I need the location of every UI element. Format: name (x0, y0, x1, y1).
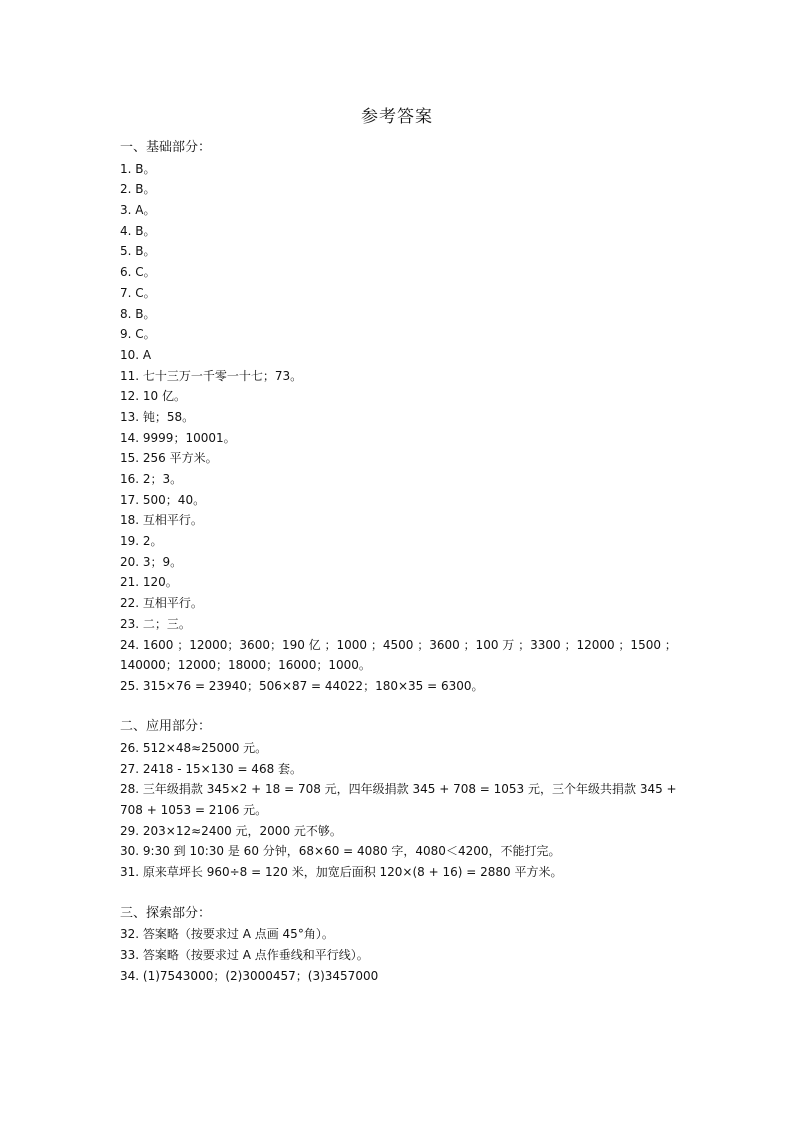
answer-item: 27. 2418 - 15×130 = 468 套。 (120, 761, 303, 776)
answer-item: 15. 256 平方米。 (120, 451, 218, 466)
answer-item: 9. C。 (120, 327, 156, 342)
answer-item: 17. 500；40。 (120, 492, 206, 507)
answer-item: 29. 203×12≈2400 元，2000 元不够。 (120, 823, 342, 838)
answer-item: 21. 120。 (120, 575, 178, 590)
answer-item: 32. 答案略（按要求过 A 点画 45°角）。 (120, 927, 334, 942)
section-heading-basic: 一、基础部分： (120, 140, 212, 155)
answer-item: 25. 315×76 = 23940；506×87 = 44022；180×35 = 6300。 (120, 678, 484, 693)
answer-item: 28. 三年级捐款 345×2 + 18 = 708 元，四年级捐款 345 + 708 = 1053 元，三个年级共捐款 345 + 708 + 1053 = 2106 元。 (120, 782, 677, 818)
answer-item: 12. 10 亿。 (120, 389, 186, 404)
answer-item: 33. 答案略（按要求过 A 点作垂线和平行线）。 (120, 947, 369, 962)
answer-item: 34. (1)7543000；(2)3000457；(3)3457000 (120, 968, 379, 983)
answer-item: 30. 9:30 到 10:30 是 60 分钟，68×60 = 4080 字，4080＜4200，不能打完。 (120, 844, 561, 859)
answer-item: 10. A (120, 347, 152, 362)
answer-item: 23. 二；三。 (120, 616, 191, 631)
answer-item: 24. 1600 ；12000；3600；190 亿 ；1000 ；4500 ；3600 ；100 万 ；3300 ；12000 ；1500 ；140000；12000；18000；16000；1000。 (120, 637, 677, 673)
section-heading-exploration: 三、探索部分： (120, 905, 212, 921)
answer-item: 19. 2。 (120, 534, 163, 549)
answer-item: 6. C。 (120, 265, 156, 280)
application-answers-list (120, 738, 680, 883)
answer-item: 3. A。 (120, 203, 156, 218)
answer-item: 14. 9999；10001。 (120, 430, 236, 445)
answer-item: 18. 互相平行。 (120, 513, 203, 528)
section-spacer (120, 883, 680, 904)
answer-item: 26. 512×48≈25000 元。 (120, 740, 268, 755)
answer-content (120, 138, 680, 986)
answer-item: 4. B。 (120, 223, 156, 238)
answer-item: 13. 钝；58。 (120, 409, 195, 424)
answer-item: 20. 3；9。 (120, 554, 183, 569)
answer-item: 1. B。 (120, 161, 156, 176)
basic-answers-list (120, 159, 680, 697)
answer-item: 2. B。 (120, 182, 156, 197)
exploration-answers-list (120, 924, 680, 986)
answer-item: 16. 2；3。 (120, 472, 183, 486)
answer-item: 5. B。 (120, 244, 156, 259)
answer-item: 7. C。 (120, 285, 156, 300)
answer-item: 31. 原来草坪长 960÷8 = 120 米，加宽后面积 120×(8 + 16) = 2880 平方米。 (120, 865, 563, 880)
section-spacer (120, 697, 680, 718)
page-title: 参考答案 (361, 107, 433, 127)
answer-item: 8. B。 (120, 306, 156, 321)
answer-item: 22. 互相平行。 (120, 596, 203, 611)
section-heading-application: 二、应用部分： (120, 719, 212, 735)
answer-item: 11. 七十三万一千零一十七；73。 (120, 368, 303, 383)
